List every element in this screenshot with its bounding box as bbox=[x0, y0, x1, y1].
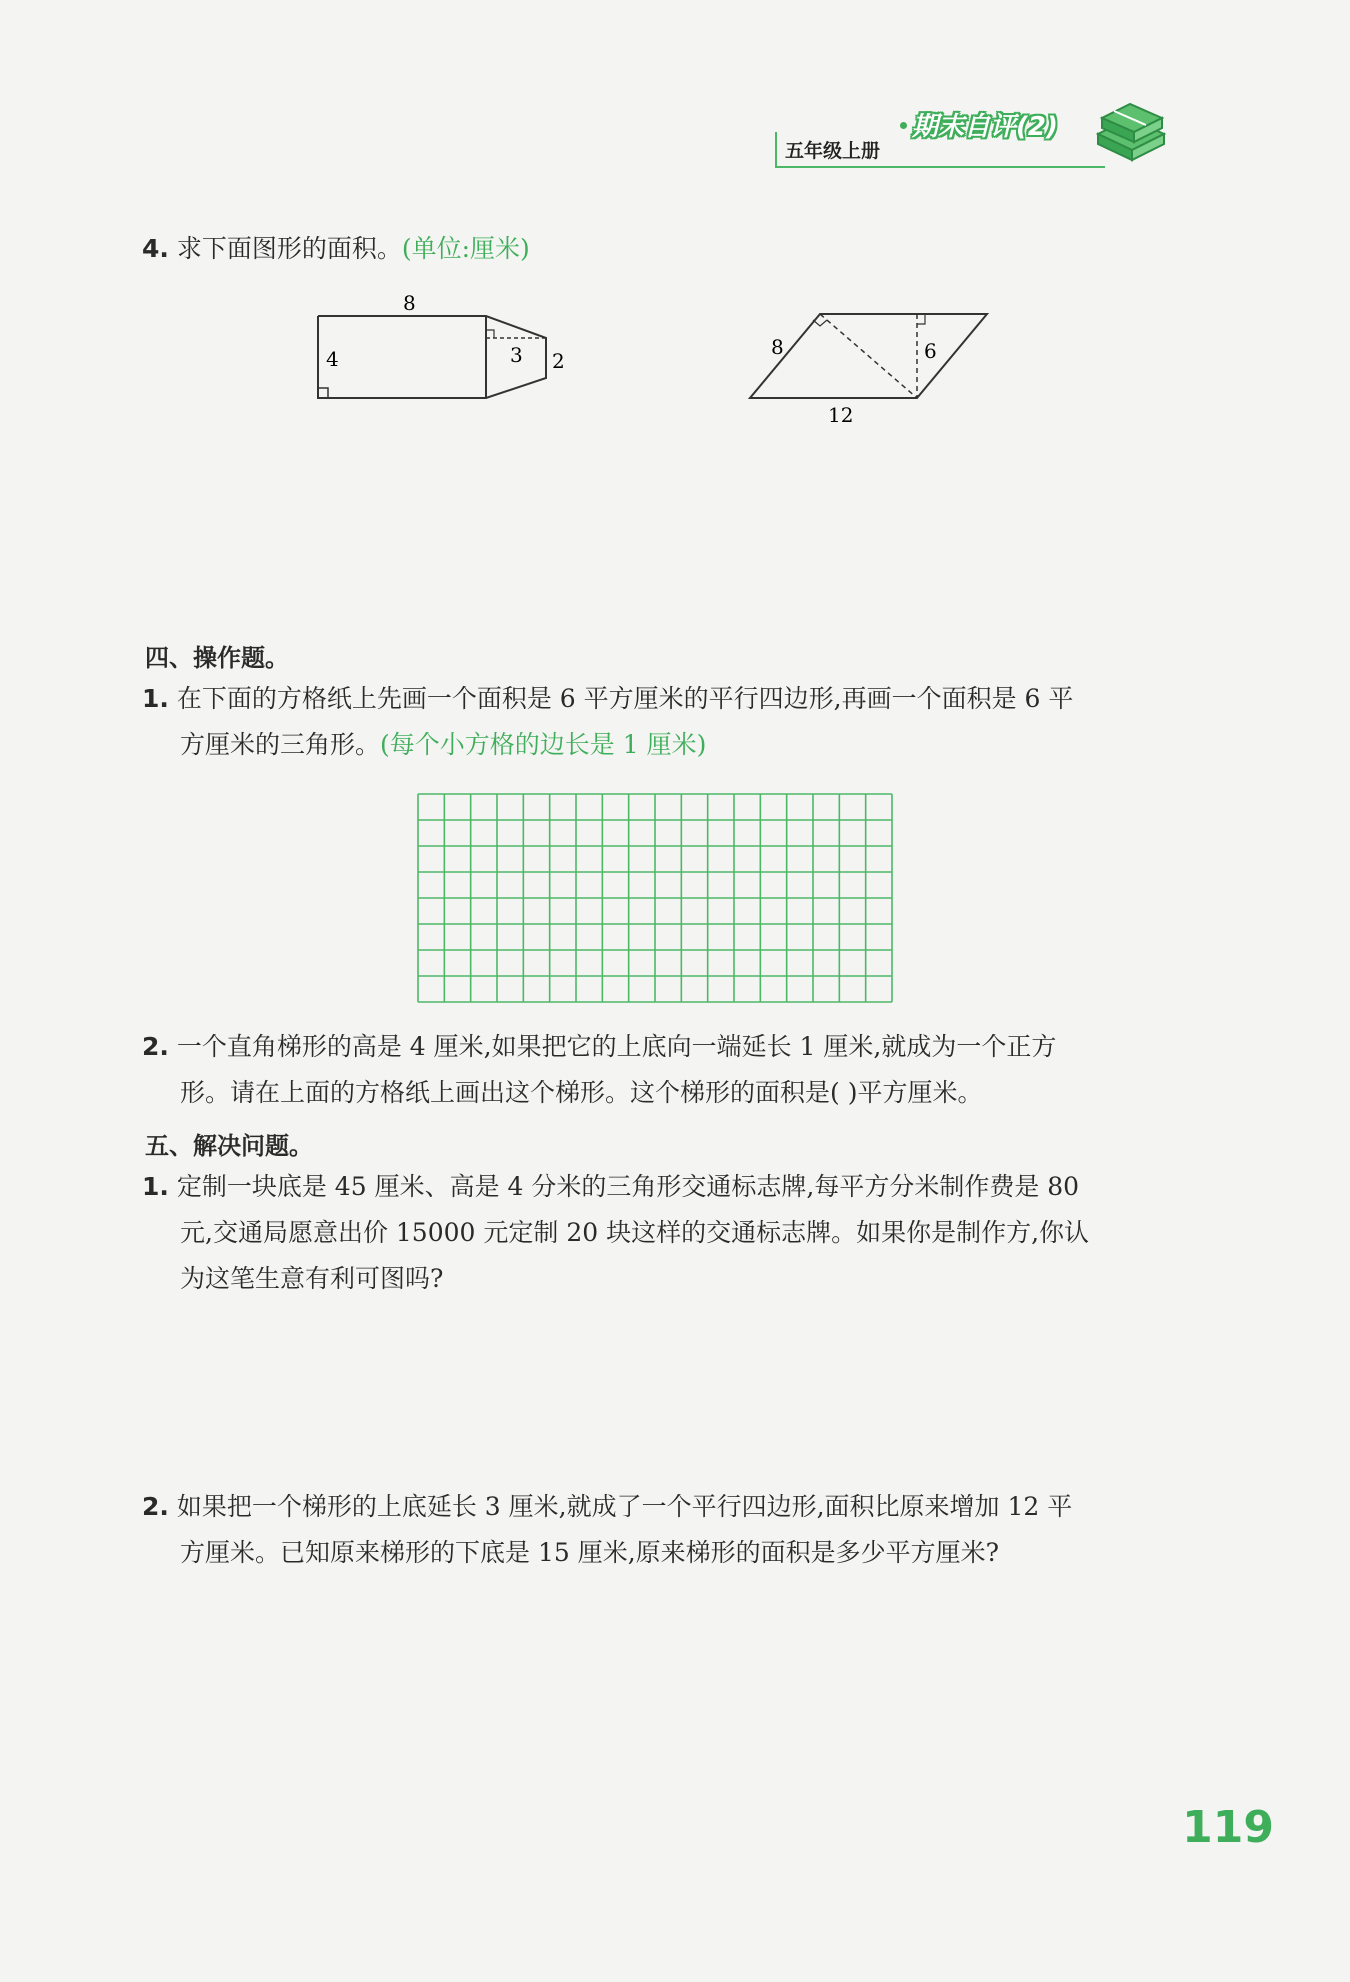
q4-text: 求下面图形的面积。 bbox=[176, 234, 402, 263]
s4-q1-number: 1. bbox=[142, 684, 169, 713]
figure-parallelogram bbox=[735, 296, 1005, 436]
fig1-right-label: 2 bbox=[552, 349, 565, 373]
header-rule-vertical bbox=[775, 132, 777, 166]
s5-q2-number: 2. bbox=[142, 1492, 169, 1521]
s5-q1-text2: 元,交通局愿意出价 15000 元定制 20 块这样的交通标志牌。如果你是制作方,你认 bbox=[180, 1218, 1090, 1247]
s5-q2-line2 bbox=[180, 1530, 999, 1576]
s4-q2-number: 2. bbox=[142, 1032, 169, 1061]
header-grade: 五年级上册 bbox=[785, 140, 881, 162]
s5-q1-line3 bbox=[180, 1256, 443, 1302]
right-angle-mark bbox=[486, 330, 494, 338]
right-angle-mark bbox=[917, 314, 925, 324]
s4-q1-line2 bbox=[180, 722, 706, 768]
s5-q1-number: 1. bbox=[142, 1172, 169, 1201]
fig1-left-label: 4 bbox=[326, 347, 339, 371]
fig1-height-label: 3 bbox=[510, 343, 523, 367]
s5-q2-text1: 如果把一个梯形的上底延长 3 厘米,就成了一个平行四边形,面积比原来增加 12 平 bbox=[176, 1492, 1073, 1521]
s5-q1-line1 bbox=[142, 1164, 1079, 1210]
s4-q2-text2: 形。请在上面的方格纸上画出这个梯形。这个梯形的面积是( )平方厘米。 bbox=[180, 1078, 983, 1107]
s5-q1-text3: 为这笔生意有利可图吗? bbox=[180, 1264, 444, 1293]
s5-q2-text2: 方厘米。已知原来梯形的下底是 15 厘米,原来梯形的面积是多少平方厘米? bbox=[180, 1538, 1000, 1567]
q4-unit: (单位:厘米) bbox=[401, 234, 530, 263]
section5-title: 五、解决问题。 bbox=[145, 1132, 313, 1160]
s5-q1-text1: 定制一块底是 45 厘米、高是 4 分米的三角形交通标志牌,每平方分米制作费是 80 bbox=[176, 1172, 1080, 1201]
section4-title: 四、操作题。 bbox=[145, 644, 289, 672]
s4-q1-line1 bbox=[142, 676, 1073, 722]
q4-number: 4. bbox=[142, 234, 169, 263]
page-number: 119 bbox=[1182, 1802, 1274, 1853]
fig1-top-label: 8 bbox=[403, 291, 416, 315]
s5-q2-line1 bbox=[142, 1484, 1072, 1530]
header-rule bbox=[775, 166, 1105, 168]
s4-q1-text1: 在下面的方格纸上先画一个面积是 6 平方厘米的平行四边形,再画一个面积是 6 平 bbox=[176, 684, 1074, 713]
header-title: 期末自评(2) bbox=[912, 112, 1058, 142]
s5-q1-line2 bbox=[180, 1210, 1089, 1256]
s4-q2-line1 bbox=[142, 1024, 1056, 1070]
s4-q1-text2: 方厘米的三角形。 bbox=[180, 730, 381, 759]
fig2-base-label: 12 bbox=[828, 403, 854, 427]
s4-q2-text1: 一个直角梯形的高是 4 厘米,如果把它的上底向一端延长 1 厘米,就成为一个正方 bbox=[176, 1032, 1057, 1061]
right-angle-mark bbox=[318, 388, 328, 398]
s4-q2-line2 bbox=[180, 1070, 982, 1116]
grid-paper[interactable] bbox=[416, 792, 894, 1004]
fig2-side-label: 8 bbox=[771, 335, 784, 359]
figure-rect-trapezoid bbox=[300, 286, 600, 416]
s4-q1-note: (每个小方格的边长是 1 厘米) bbox=[380, 730, 707, 759]
dashed-height-line bbox=[820, 314, 917, 398]
header-dot bbox=[900, 122, 907, 129]
q4 bbox=[142, 226, 530, 272]
book-stack-icon bbox=[1092, 96, 1170, 168]
fig2-height-label: 6 bbox=[924, 339, 937, 363]
